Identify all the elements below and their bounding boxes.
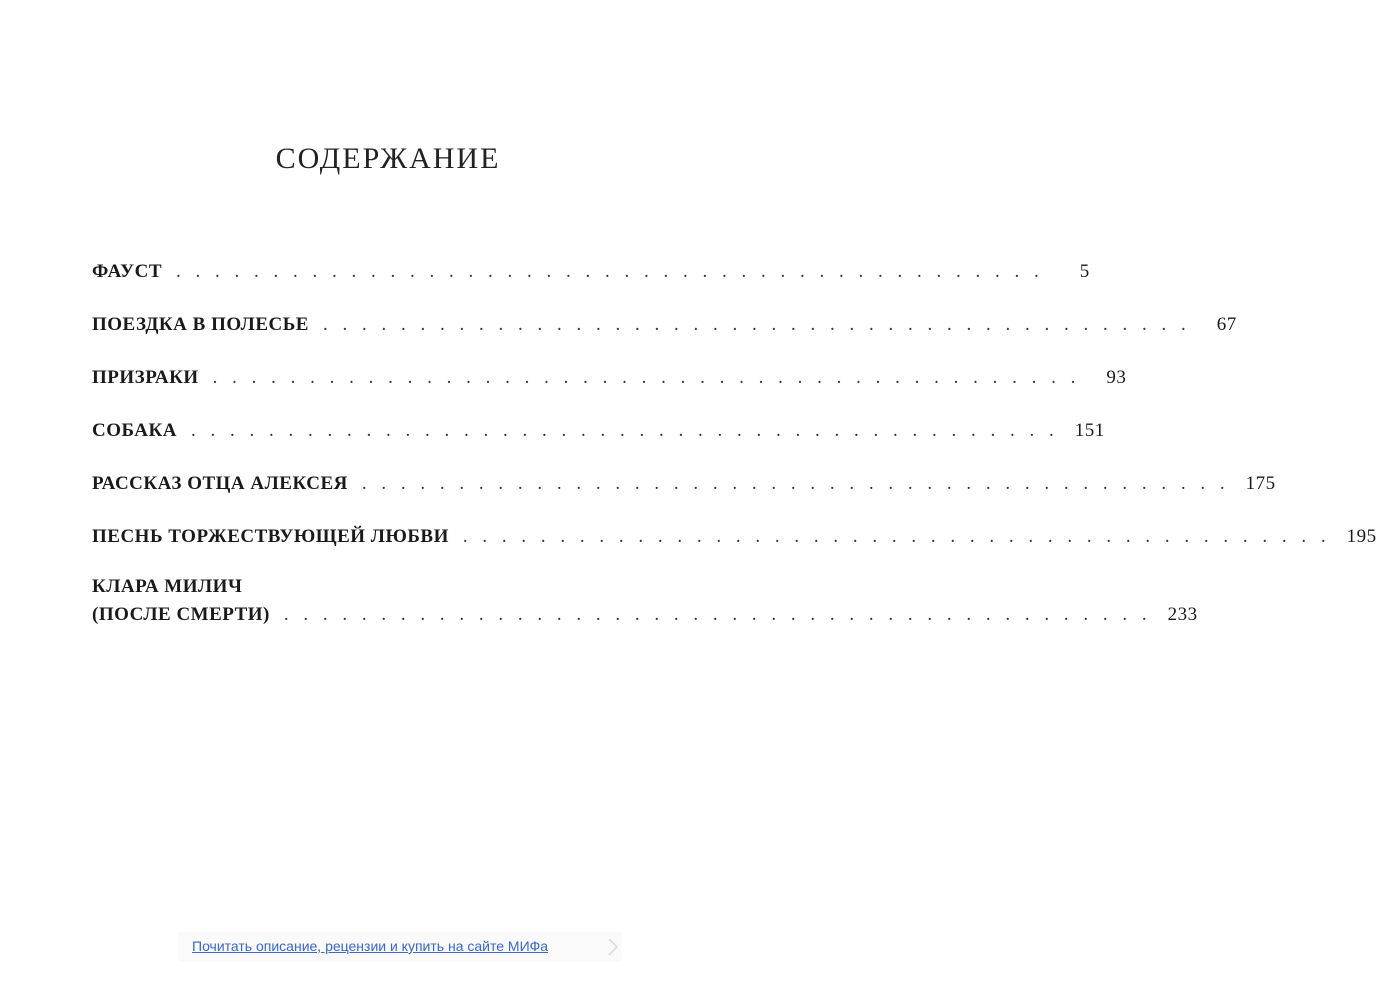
toc-entry-page: 195 [1346,526,1377,547]
toc-entry[interactable] [92,523,1377,551]
toc-entry-title: ФАУСТ [92,261,163,282]
footer-link-banner[interactable] [178,932,622,962]
toc-entry-title: ПЕСНЬ ТОРЖЕСТВУЮЩЕЙ ЛЮБВИ [92,526,449,547]
toc-entry-page: 5 [1079,261,1090,282]
toc-leader-dots: . . . . . . . . . . . . . . . . . . . . . . . . . . . . . . . . . . . . . . . . . . . . . [462,526,1331,547]
toc-entry[interactable] [92,311,1237,339]
toc-leader-dots: . . . . . . . . . . . . . . . . . . . . . . . . . . . . . . . . . . . . . . . . . . . . . [212,367,1081,388]
toc-leader-dots: . . . . . . . . . . . . . . . . . . . . . . . . . . . . . . . . . . . . . . . . . . . . . [361,473,1230,494]
toc-entry[interactable] [92,364,1127,392]
chevron-right-icon [606,937,620,957]
toc-leader-dots: . . . . . . . . . . . . . . . . . . . . . . . . . . . . . . . . . . . . . . . . . . . . . [283,604,1152,625]
toc-entry-page: 233 [1167,604,1198,625]
toc-leader-dots: . . . . . . . . . . . . . . . . . . . . . . . . . . . . . . . . . . . . . . . . . . . . . [322,314,1191,335]
toc-entry-title-line2: (ПОСЛЕ СМЕРТИ) [92,604,270,625]
toc-entry[interactable] [92,258,1090,286]
toc-leader-dots: . . . . . . . . . . . . . . . . . . . . . . . . . . . . . . . . . . . . . . . . . . . . . [176,261,1044,282]
toc-entry-title: ПРИЗРАКИ [92,367,199,388]
toc-entry-page: 93 [1106,367,1127,388]
toc-entry-title: ПОЕЗДКА В ПОЛЕСЬЕ [92,314,309,335]
toc-entry-page: 67 [1216,314,1237,335]
table-of-contents [92,258,1377,629]
toc-entry[interactable] [92,417,1105,445]
toc-entry-title: СОБАКА [92,420,178,441]
toc-entry-title: РАССКАЗ ОТЦА АЛЕКСЕЯ [92,473,348,494]
toc-entry-title-line1: КЛАРА МИЛИЧ [92,576,243,597]
toc-leader-dots: . . . . . . . . . . . . . . . . . . . . . . . . . . . . . . . . . . . . . . . . . . . . . [191,420,1059,441]
toc-entry[interactable] [92,470,1276,498]
toc-entry[interactable] [92,573,1198,629]
toc-entry-page: 151 [1074,420,1105,441]
toc-entry-page: 175 [1245,473,1276,494]
buy-on-mif-link[interactable]: Почитать описание, рецензии и купить на сайте МИФа [192,938,549,954]
page-title: СОДЕРЖАНИЕ [275,142,501,175]
